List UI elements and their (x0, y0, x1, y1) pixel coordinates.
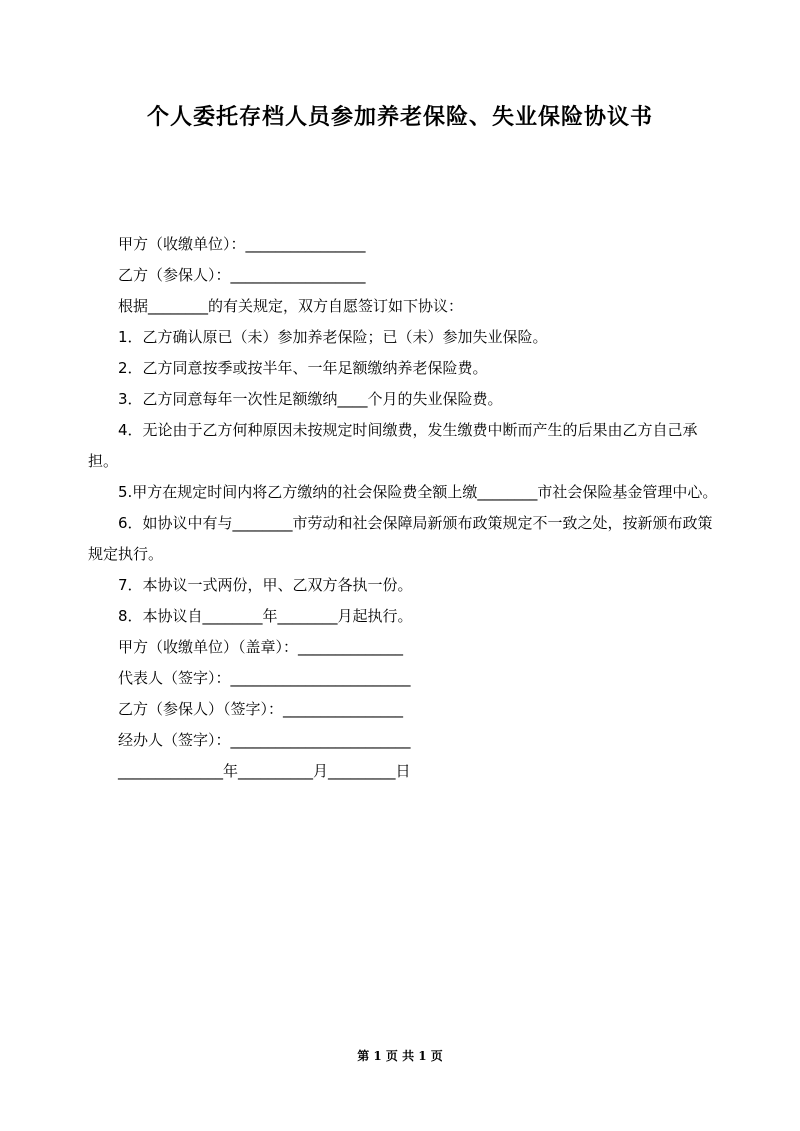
agreement-body (88, 229, 718, 787)
party-a-line: 甲方（收缴单位）：________________ (118, 235, 366, 253)
clause-8: 8．本协议自________年________月起执行。 (118, 607, 413, 625)
date-line: ______________年__________月_________日 (118, 762, 411, 780)
clause-5: 5.甲方在规定时间内将乙方缴纳的社会保险费全额上缴________市社会保险基金管理中心。 (118, 483, 718, 501)
clause-7: 7．本协议一式两份，甲、乙双方各执一份。 (118, 576, 413, 594)
clause-4: 4．无论由于乙方何种原因未按规定时间缴费，发生缴费中断而产生的后果由乙方自己承担。 (88, 421, 698, 470)
page-number: 第 1 页 共 1 页 (357, 1049, 443, 1063)
party-b-signature-line: 乙方（参保人）（签字）：________________ (118, 700, 404, 718)
representative-signature-line: 代表人（签字）：________________________ (118, 669, 411, 687)
party-a-seal-line: 甲方（收缴单位）（盖章）：______________ (118, 638, 404, 656)
party-b-line: 乙方（参保人）：__________________ (118, 266, 366, 284)
clause-3: 3．乙方同意每年一次性足额缴纳____个月的失业保险费。 (118, 390, 503, 408)
clause-6: 6．如协议中有与________市劳动和社会保障局新颁布政策规定不一致之处，按新颁布政策规定执行。 (88, 514, 713, 563)
handler-signature-line: 经办人（签字）：________________________ (118, 731, 411, 749)
page-title: 个人委托存档人员参加养老保险、失业保险协议书 (146, 105, 653, 130)
basis-line: 根据________的有关规定，双方自愿签订如下协议： (118, 297, 464, 315)
clause-1: 1．乙方确认原已（未）参加养老保险；已（未）参加失业保险。 (118, 328, 548, 346)
clause-2: 2．乙方同意按季或按半年、一年足额缴纳养老保险费。 (118, 359, 488, 377)
